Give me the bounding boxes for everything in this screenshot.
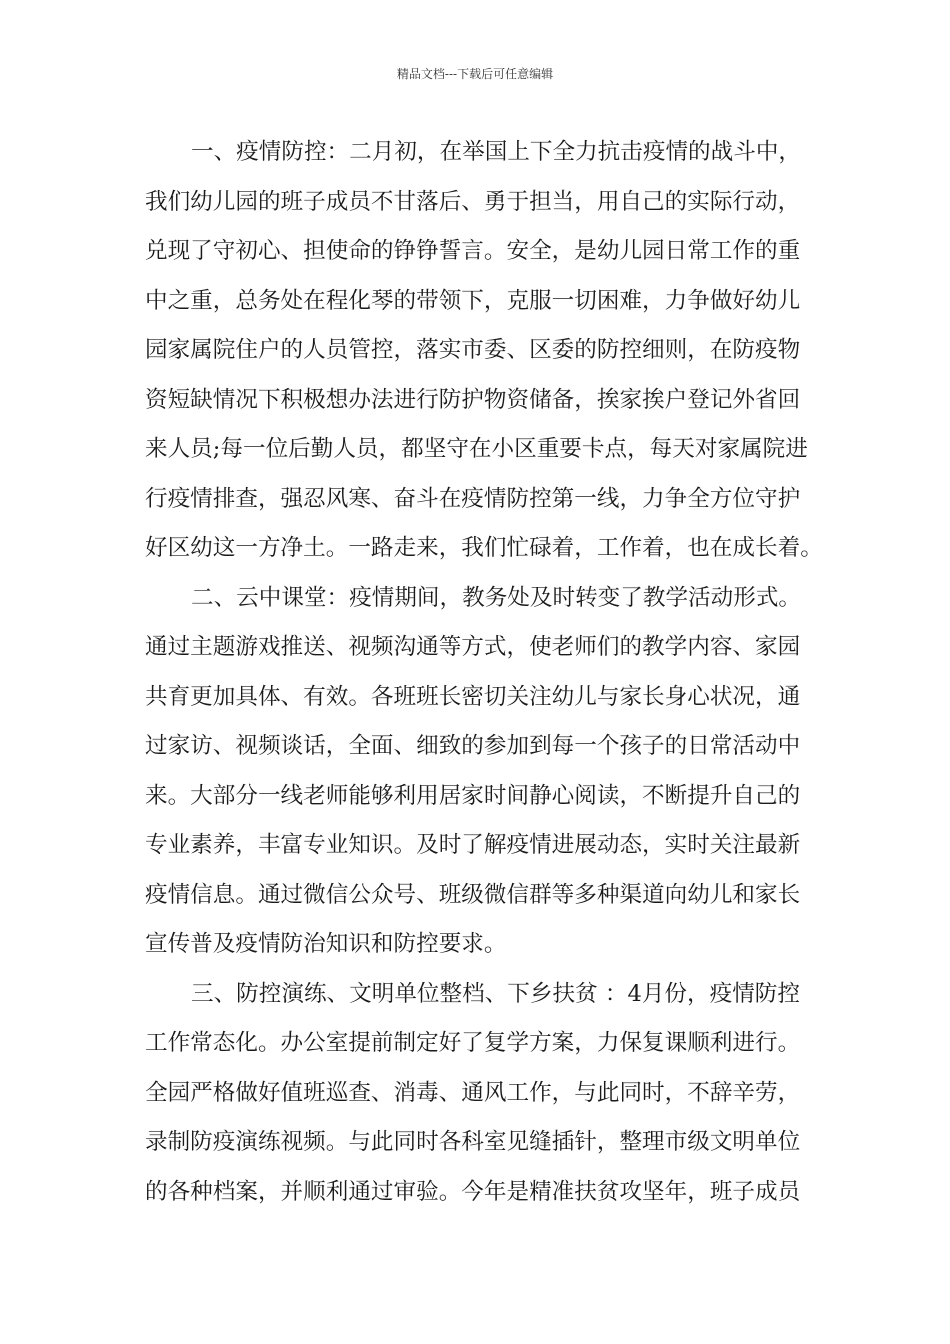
text-line: 我们幼儿园的班子成员不甘落后、勇于担当，用自己的实际行动， bbox=[145, 188, 801, 215]
text-line: 来人员;每一位后勤人员，都坚守在小区重要卡点，每天对家属院进 bbox=[145, 436, 808, 462]
text-line: 好区幼这一方净土。一路走来，我们忙碌着，工作着，也在成长着。 bbox=[145, 535, 823, 561]
text-line: 兑现了守初心、担使命的铮铮誓言。安全，是幼儿园日常工作的重 bbox=[145, 238, 801, 264]
text-line: 全园严格做好值班巡查、消毒、通风工作，与此同时，不辞辛劳， bbox=[145, 1079, 801, 1106]
text-line: 园家属院住户的人员管控，落实市委、区委的防控细则，在防疫物 bbox=[145, 337, 801, 363]
paragraph-drills-and-poverty-relief bbox=[145, 970, 807, 1218]
text-line: 行疫情排查，强忍风寒、奋斗在疫情防控第一线，力争全方位守护 bbox=[145, 485, 801, 512]
text-line: 宣传普及疫情防治知识和防控要求。 bbox=[145, 931, 507, 957]
text-line: 二、云中课堂：疫情期间，教务处及时转变了教学活动形式。 bbox=[191, 584, 802, 611]
text-line: 录制防疫演练视频。与此同时各科室见缝插针，整理市级文明单位 bbox=[145, 1129, 801, 1155]
text-line: 过家访、视频谈话，全面、细致的参加到每一个孩子的日常活动中 bbox=[145, 733, 801, 759]
text-line: 中之重，总务处在程化琴的带领下，克服一切困难，力争做好幼儿 bbox=[145, 287, 801, 314]
text-line: 三、防控演练、文明单位整档、下乡扶贫 ：4月份，疫情防控 bbox=[191, 980, 800, 1007]
text-line: 共育更加具体、有效。各班班长密切关注幼儿与家长身心状况，通 bbox=[145, 683, 801, 710]
paragraph-cloud-classroom bbox=[145, 574, 807, 970]
text-line: 的各种档案，并顺利通过审验。今年是精准扶贫攻坚年，班子成员 bbox=[145, 1178, 801, 1205]
text-line: 来。大部分一线老师能够利用居家时间静心阅读，不断提升自己的 bbox=[145, 782, 801, 809]
text-line: 工作常态化。办公室提前制定好了复学方案，力保复课顺利进行。 bbox=[145, 1030, 801, 1056]
text-line: 资短缺情况下积极想办法进行防护物资储备，挨家挨户登记外省回 bbox=[145, 386, 801, 413]
paragraph-epidemic-control bbox=[145, 128, 823, 574]
page-header: 精品文档---下载后可任意编辑 bbox=[396, 67, 554, 81]
text-line: 通过主题游戏推送、视频沟通等方式，使老师们的教学内容、家园 bbox=[145, 634, 801, 660]
document-body bbox=[145, 128, 823, 1217]
text-line: 疫情信息。通过微信公众号、班级微信群等多种渠道向幼儿和家长 bbox=[145, 881, 801, 908]
text-line: 一、疫情防控：二月初，在举国上下全力抗击疫情的战斗中， bbox=[191, 139, 802, 165]
text-line: 专业素养，丰富专业知识。及时了解疫情进展动态，实时关注最新 bbox=[145, 832, 801, 858]
